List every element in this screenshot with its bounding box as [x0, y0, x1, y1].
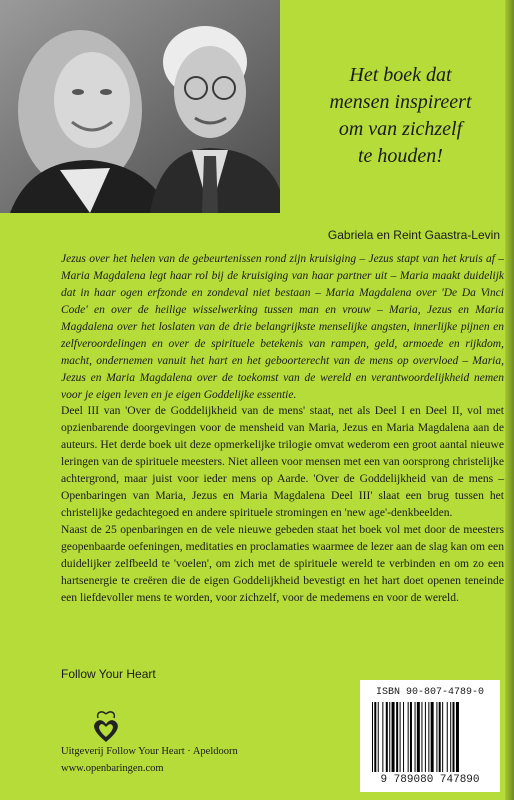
isbn-barcode-box — [360, 680, 500, 792]
quote-line: te houden! — [358, 145, 443, 167]
body-paragraph: Deel III van 'Over de Goddelijkheid van de mens' staat, net als Deel I en Deel II, vol met opzienbarende doorgevingen voor de mensheid van Maria, Jezus en Maria Magdalena aan de auteurs. Het derde boek uit deze opmerkelijke trilogie omvat wederom een groot aantal nieuwe leringen van de spirituele meesters. Niet alleen voor mensen met een van oorsprong christelijke achtergrond, maar juist voor ieder mens op Aarde. 'Over de Goddelijkheid van de mens – Openbaringen van Maria, Jezus en Maria Magdalena Deel III' slaat een brug tussen het christelijke gedachtegoed en andere spirituele stromingen en 'new age'-denkbeelden. — [61, 404, 504, 519]
barcode-icon — [370, 702, 490, 774]
quote-line: om van zichzelf — [338, 118, 463, 140]
quote-line: Het boek dat — [349, 64, 452, 86]
barcode-digits: 9 789080 747890 — [380, 774, 480, 786]
author-names: Gabriela en Reint Gaastra-Levin — [327, 228, 500, 242]
body-text — [61, 402, 504, 606]
body-paragraph: Naast de 25 openbaringen en de vele nieuwe gebeden staat het boek vol met door de meesters geopenbaarde oefeningen, meditaties en proclamaties waarmee de lezer aan de slag kan om een duidelijker zelfbeeld te 'voelen', om zich met de spirituele wereld te verbinden en om zo een hartsenergie te creëren die de eigen Goddelijkheid bevestigt en het hart doet openen teneinde een liefdevoller mens te worden, voor zichzelf, voor de medemens en voor de wereld. — [61, 523, 504, 604]
book-quote — [298, 62, 503, 170]
website-url: www.openbaringen.com — [61, 763, 164, 774]
intro-paragraph: Jezus over het helen van de gebeurtenissen rond zijn kruisiging – Jezus stapt van het kruis af – Maria Magdalena legt haar rol bij de kruisiging van haar partner uit – Maria maakt duidelijk dat in haar ogen erfzonde en zondeval niet bestaan – Maria Magdalena over 'De Da Vinci Code' en over de heilige wisselwerking tussen man en vrouw – Maria, Jezus en Maria Magdalena over het loslaten van de drie belangrijkste menselijke angsten, innerlijke pijnen en zelfveroordelingen en over de spirituele betekenis van rampen, geld, armoede en rijkdom, macht, ondernemen vanuit het hart en het geboorterecht van de mens op overvloed – Maria, Jezus en Maria Magdalena over de toekomst van de wereld en verantwoordelijkheid nemen voor je eigen leven en je eigen Goddelijke essentie. — [61, 253, 504, 401]
quote-line: mensen inspireert — [329, 91, 472, 113]
spine-shadow — [505, 0, 514, 800]
publisher-name: Follow Your Heart — [61, 667, 156, 681]
heart-emblem-icon — [92, 710, 120, 749]
isbn-label: ISBN 90-807-4789-0 — [375, 687, 485, 698]
author-photo — [0, 0, 280, 213]
publisher-line: Uitgeverij Follow Your Heart · Apeldoorn — [61, 746, 238, 757]
